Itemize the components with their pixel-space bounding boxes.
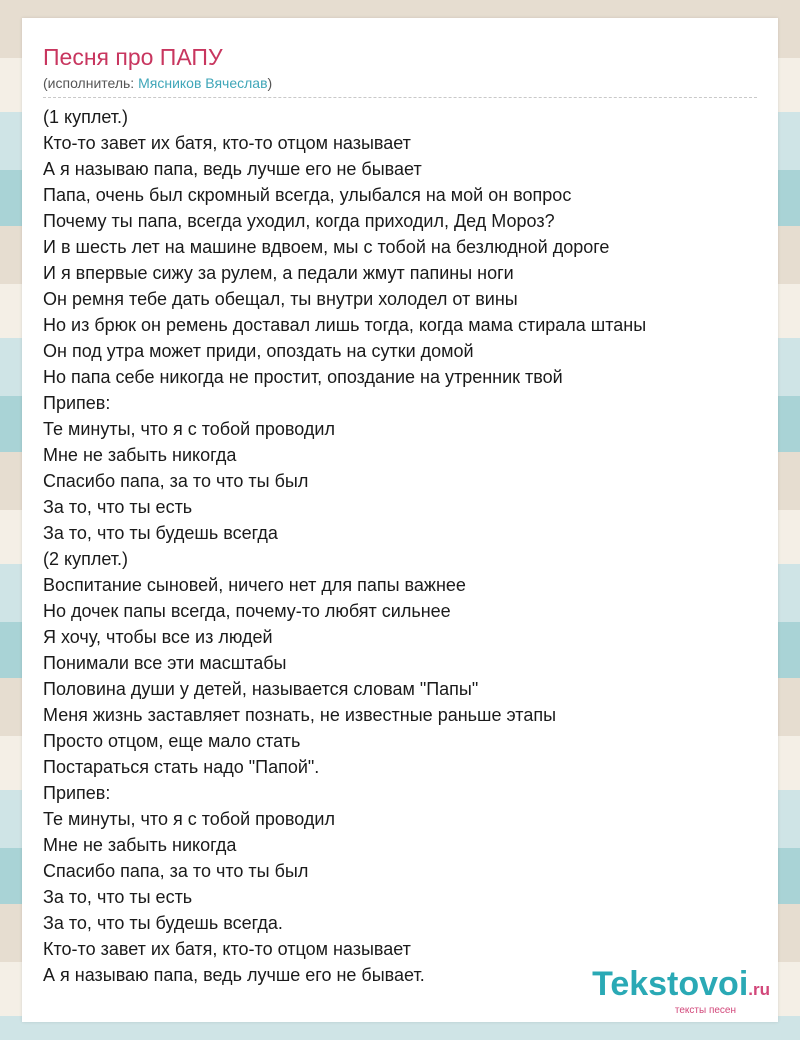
artist-line [43, 74, 272, 92]
lyric-line: Спасибо папа, за то что ты был [43, 861, 309, 881]
lyric-line: Припев: [43, 393, 111, 413]
logo-tld: .ru [748, 980, 770, 999]
lyric-line: За то, что ты есть [43, 887, 193, 907]
lyric-line: Воспитание сыновей, ничего нет для папы важнее [43, 575, 466, 595]
artist-prefix: (исполнитель: [43, 75, 139, 91]
site-logo[interactable] [592, 966, 770, 1016]
artist-suffix: ) [267, 75, 273, 91]
lyric-line: Я хочу, чтобы все из людей [43, 627, 273, 647]
lyric-line: Мне не забыть никогда [43, 835, 237, 855]
lyric-line: За то, что ты есть [43, 497, 193, 517]
lyric-line: Папа, очень был скромный всегда, улыбался на мой он вопрос [43, 185, 572, 205]
lyric-line: Почему ты папа, всегда уходил, когда приходил, Дед Мороз? [43, 211, 555, 231]
lyric-line: Понимали все эти масштабы [43, 653, 287, 673]
lyric-line: Те минуты, что я с тобой проводил [43, 419, 335, 439]
lyric-line: Половина души у детей, называется словам "Папы" [43, 679, 479, 699]
lyric-line: Мне не забыть никогда [43, 445, 237, 465]
lyric-line: За то, что ты будешь всегда. [43, 913, 283, 933]
lyric-line: Постараться стать надо "Папой". [43, 757, 320, 777]
lyrics-card [22, 18, 778, 1022]
lyric-line: И я впервые сижу за рулем, а педали жмут папины ноги [43, 263, 514, 283]
logo-wordmark [592, 966, 770, 1008]
lyric-line: Но папа себе никогда не простит, опоздание на утренник твой [43, 367, 563, 387]
title-divider [43, 97, 757, 98]
lyric-line: Но из брюк он ремень доставал лишь тогда, когда мама стирала штаны [43, 315, 647, 335]
logo-tagline: тексты песен [674, 1005, 736, 1016]
logo-name: Tekstovoi [592, 965, 749, 1003]
lyric-line: Припев: [43, 783, 111, 803]
lyric-line: А я называю папа, ведь лучше его не бывает. [43, 965, 425, 985]
lyric-line: Он ремня тебе дать обещал, ты внутри холодел от вины [43, 289, 518, 309]
artist-name-link[interactable]: Мясников Вячеслав [138, 75, 268, 91]
lyric-line: (1 куплет.) [43, 107, 128, 127]
lyric-line: Кто-то завет их батя, кто-то отцом называет [43, 133, 411, 153]
lyric-line: Но дочек папы всегда, почему-то любят сильнее [43, 601, 451, 621]
lyric-line: За то, что ты будешь всегда [43, 523, 278, 543]
lyric-line: И в шесть лет на машине вдвоем, мы с тобой на безлюдной дороге [43, 237, 610, 257]
lyric-line: Кто-то завет их батя, кто-то отцом называет [43, 939, 411, 959]
lyric-line: Он под утра может приди, опоздать на сутки домой [43, 341, 474, 361]
lyric-line: Те минуты, что я с тобой проводил [43, 809, 335, 829]
lyric-line: Просто отцом, еще мало стать [43, 731, 301, 751]
lyric-line: Меня жизнь заставляет познать, не известные раньше этапы [43, 705, 557, 725]
song-title: Песня про ПАПУ [43, 44, 223, 70]
lyric-line: А я называю папа, ведь лучше его не бывает [43, 159, 422, 179]
lyrics-text [43, 104, 763, 988]
lyric-line: Спасибо папа, за то что ты был [43, 471, 309, 491]
lyric-line: (2 куплет.) [43, 549, 128, 569]
